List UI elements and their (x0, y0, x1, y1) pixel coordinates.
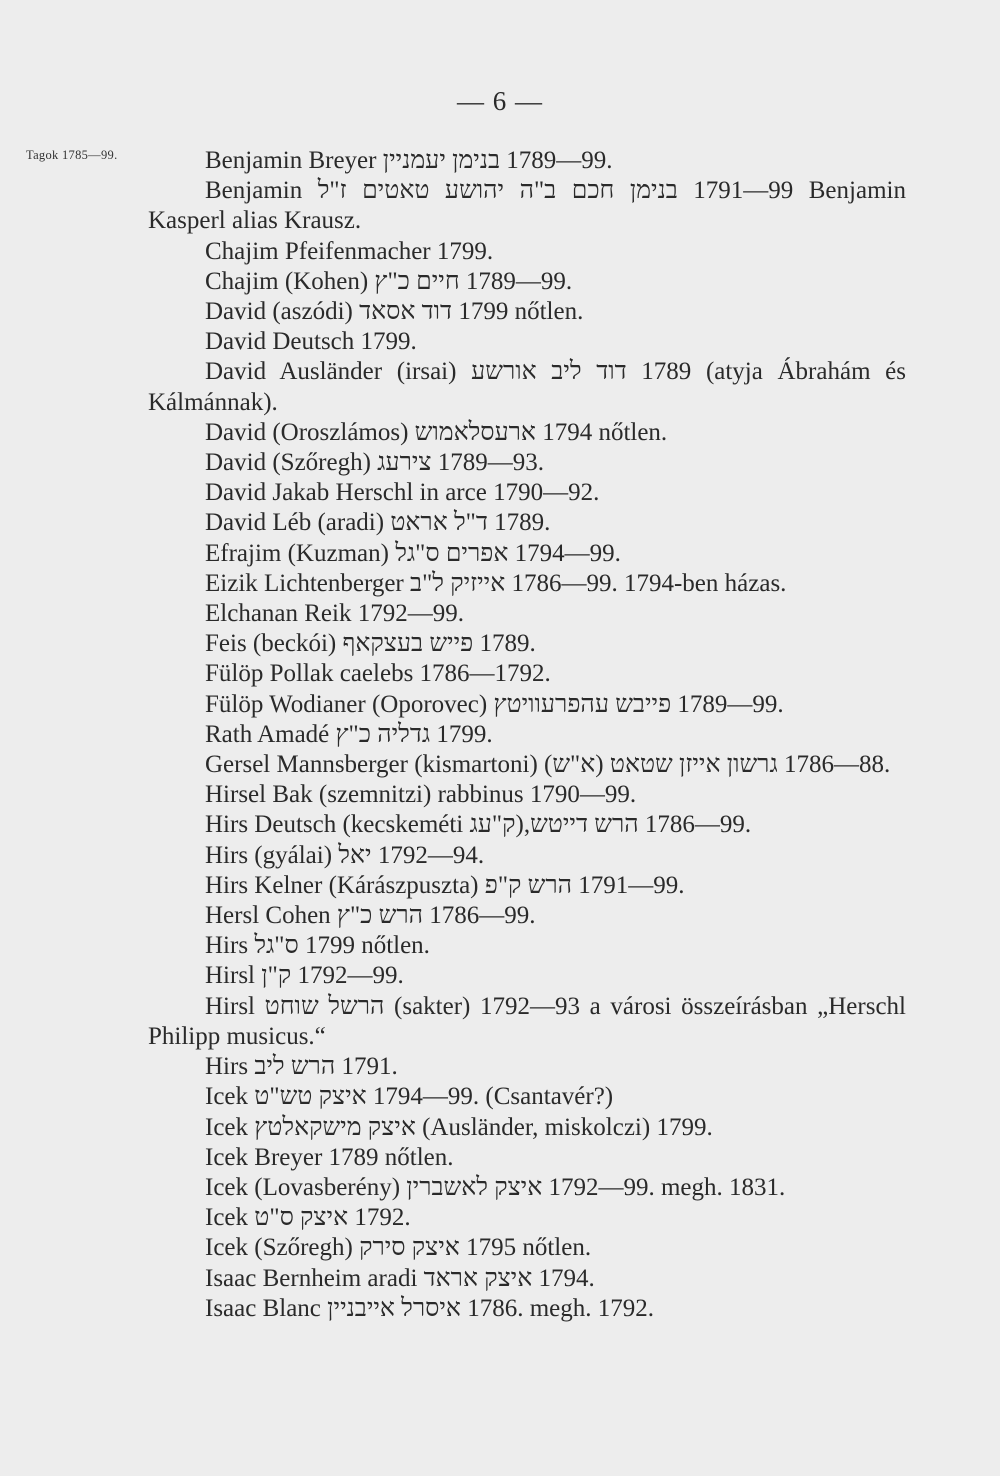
member-list (148, 146, 906, 1324)
list-entry: Hirs ⁧הרש ליב⁩ 1791. (205, 1053, 398, 1081)
list-entry: Fülöp Pollak caelebs 1786—1792. (205, 660, 551, 688)
list-entry: Eizik Lichtenberger ⁧אייזיק ל"ב⁩ 1786—99. 1794-ben házas. (205, 569, 787, 597)
list-entry: Icek (Szőregh) ⁧איצק סירק⁩ 1795 nőtlen. (205, 1234, 592, 1262)
list-entry: Hirs Kelner (Kárászpuszta) ⁧הרש ק"פ⁩ 1791—99. (205, 871, 685, 899)
list-entry: Icek ⁧איצק טש"ט⁩ 1794—99. (Csantavér?) (205, 1083, 614, 1111)
list-entry: David (Szőregh) ⁧צירעג⁩ 1789—93. (205, 449, 545, 477)
list-entry: David Deutsch 1799. (205, 328, 417, 356)
list-entry: Gersel Mannsberger (kismartoni) ⁧גרשון אייזן שטאט (א"ש)⁩ 1786—88. (205, 751, 891, 779)
list-entry: Feis (beckói) ⁧פייש בעצקאף⁩ 1789. (205, 630, 536, 658)
list-entry: Efrajim (Kuzman) ⁧אפרים ס"גל⁩ 1794—99. (205, 539, 621, 567)
list-entry: David Ausländer (irsai) ⁧דוד ליב אורשע⁩ 1789 (atyja Ábrahám és Kálmánnak). (148, 358, 906, 416)
list-entry: Icek ⁧איצק ס"ט⁩ 1792. (205, 1204, 411, 1232)
list-entry: David Léb (aradi) ⁧ד"ל אראט⁩ 1789. (205, 509, 551, 537)
margin-note: Tagok 1785—99. (26, 148, 118, 162)
list-entry: Benjamin ⁧בנימן חכם ב"ה יהושע טאטים ז"ל⁩ 1791—99 Benjamin Kasperl alias Krausz. (148, 177, 906, 235)
list-entry: David (aszódi) ⁧דוד אסאד⁩ 1799 nőtlen. (205, 298, 584, 326)
list-entry: Hersl Cohen ⁧הרש כ"ץ⁩ 1786—99. (205, 902, 536, 930)
list-entry: Hirs ⁧ס"גל⁩ 1799 nőtlen. (205, 932, 430, 960)
list-entry: Hirs (gyálai) ⁧יאל⁩ 1792—94. (205, 841, 485, 869)
list-entry: Elchanan Reik 1792—99. (205, 600, 464, 628)
page-number: — 6 — (457, 86, 543, 116)
list-entry: Chajim (Kohen) ⁧חיים כ"ץ⁩ 1789—99. (205, 267, 573, 295)
list-entry: Hirsl ⁧הרשל שוחט⁩ (sakter) 1792—93 a városi összeírásban „Herschl Philipp musicus.“ (148, 992, 906, 1050)
list-entry: Icek ⁧איצק מישקאלטץ⁩ (Ausländer, miskolczi) 1799. (205, 1113, 713, 1141)
list-entry: Chajim Pfeifenmacher 1799. (205, 237, 494, 265)
list-entry: Hirs Deutsch (kecskeméti ⁧הרש דייטש,(ק"עג⁩ 1786—99. (205, 811, 752, 839)
list-entry: Hirsel Bak (szemnitzi) rabbinus 1790—99. (205, 781, 637, 809)
list-entry: Icek Breyer 1789 nőtlen. (205, 1143, 454, 1171)
list-entry: Isaac Blanc ⁧איסרל אייבניין⁩ 1786. megh. 1792. (205, 1294, 654, 1322)
list-entry: Rath Amadé ⁧גדליה כ"ץ⁩ 1799. (205, 720, 493, 748)
list-entry: David (Oroszlámos) ⁧ארעסלאמוש⁩ 1794 nőtlen. (205, 418, 668, 446)
list-entry: Icek (Lovasberény) ⁧איצק לאשברין⁩ 1792—99. megh. 1831. (205, 1173, 786, 1201)
list-entry: Isaac Bernheim aradi ⁧איצק אראד⁩ 1794. (205, 1264, 595, 1292)
list-entry: Fülöp Wodianer (Oporovec) ⁧פייבש עהפרעוויטץ⁩ 1789—99. (205, 690, 784, 718)
list-entry: Hirsl ⁧ק"ן⁩ 1792—99. (205, 962, 404, 990)
list-entry: Benjamin Breyer ⁧בנימן יעמניין⁩ 1789—99. (205, 147, 613, 174)
list-entry: David Jakab Herschl in arce 1790—92. (205, 479, 600, 507)
